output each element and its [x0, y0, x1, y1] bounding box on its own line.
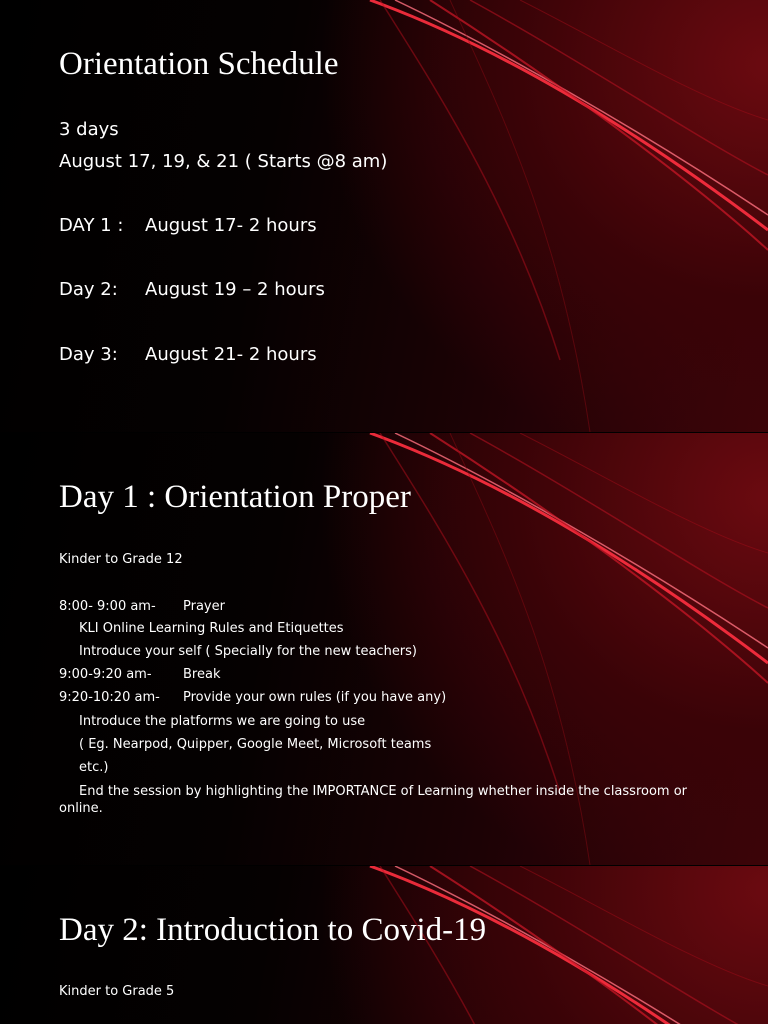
day-label: Day 2:	[59, 279, 118, 300]
day-row	[59, 217, 317, 235]
schedule-activity: Prayer	[183, 599, 225, 614]
day-detail: August 17- 2 hours	[145, 215, 317, 236]
audience-text: Kinder to Grade 12	[59, 552, 183, 567]
duration-text: 3 days	[59, 119, 119, 140]
slide-title: Orientation Schedule	[59, 46, 339, 82]
day-detail: August 21- 2 hours	[145, 344, 317, 365]
schedule-time: 8:00- 9:00 am-	[59, 599, 156, 614]
day-row	[59, 346, 317, 364]
slide-day1-orientation-proper	[0, 433, 768, 865]
schedule-row	[59, 668, 220, 681]
day-detail: August 19 – 2 hours	[145, 279, 325, 300]
slide-title: Day 1 : Orientation Proper	[59, 479, 411, 515]
schedule-row	[59, 691, 446, 704]
day-row	[59, 281, 325, 299]
note-text: Introduce the platforms we are going to use	[79, 714, 366, 729]
schedule-row	[59, 600, 225, 613]
schedule-time: 9:20-10:20 am-	[59, 690, 160, 705]
schedule-activity: Provide your own rules (if you have any)	[183, 690, 447, 705]
note-text: ( Eg. Nearpod, Quipper, Google Meet, Microsoft teams	[79, 737, 432, 752]
slide-orientation-schedule	[0, 0, 768, 432]
slide-title: Day 2: Introduction to Covid-19	[59, 912, 487, 948]
audience-text: Kinder to Grade 5	[59, 984, 175, 999]
dates-text: August 17, 19, & 21 ( Starts @8 am)	[59, 151, 388, 172]
schedule-activity: Break	[183, 667, 221, 682]
schedule-time: 9:00-9:20 am-	[59, 667, 152, 682]
note-text: online.	[59, 801, 103, 816]
note-text: etc.)	[79, 760, 109, 775]
slide-day2-introduction-covid19	[0, 866, 768, 1024]
day-label: Day 3:	[59, 344, 118, 365]
note-text: End the session by highlighting the IMPORTANCE of Learning whether inside the classroom or	[79, 784, 688, 799]
day-label: DAY 1 :	[59, 215, 124, 236]
note-text: Introduce your self ( Specially for the new teachers)	[79, 644, 417, 659]
note-text: KLI Online Learning Rules and Etiquettes	[79, 621, 344, 636]
